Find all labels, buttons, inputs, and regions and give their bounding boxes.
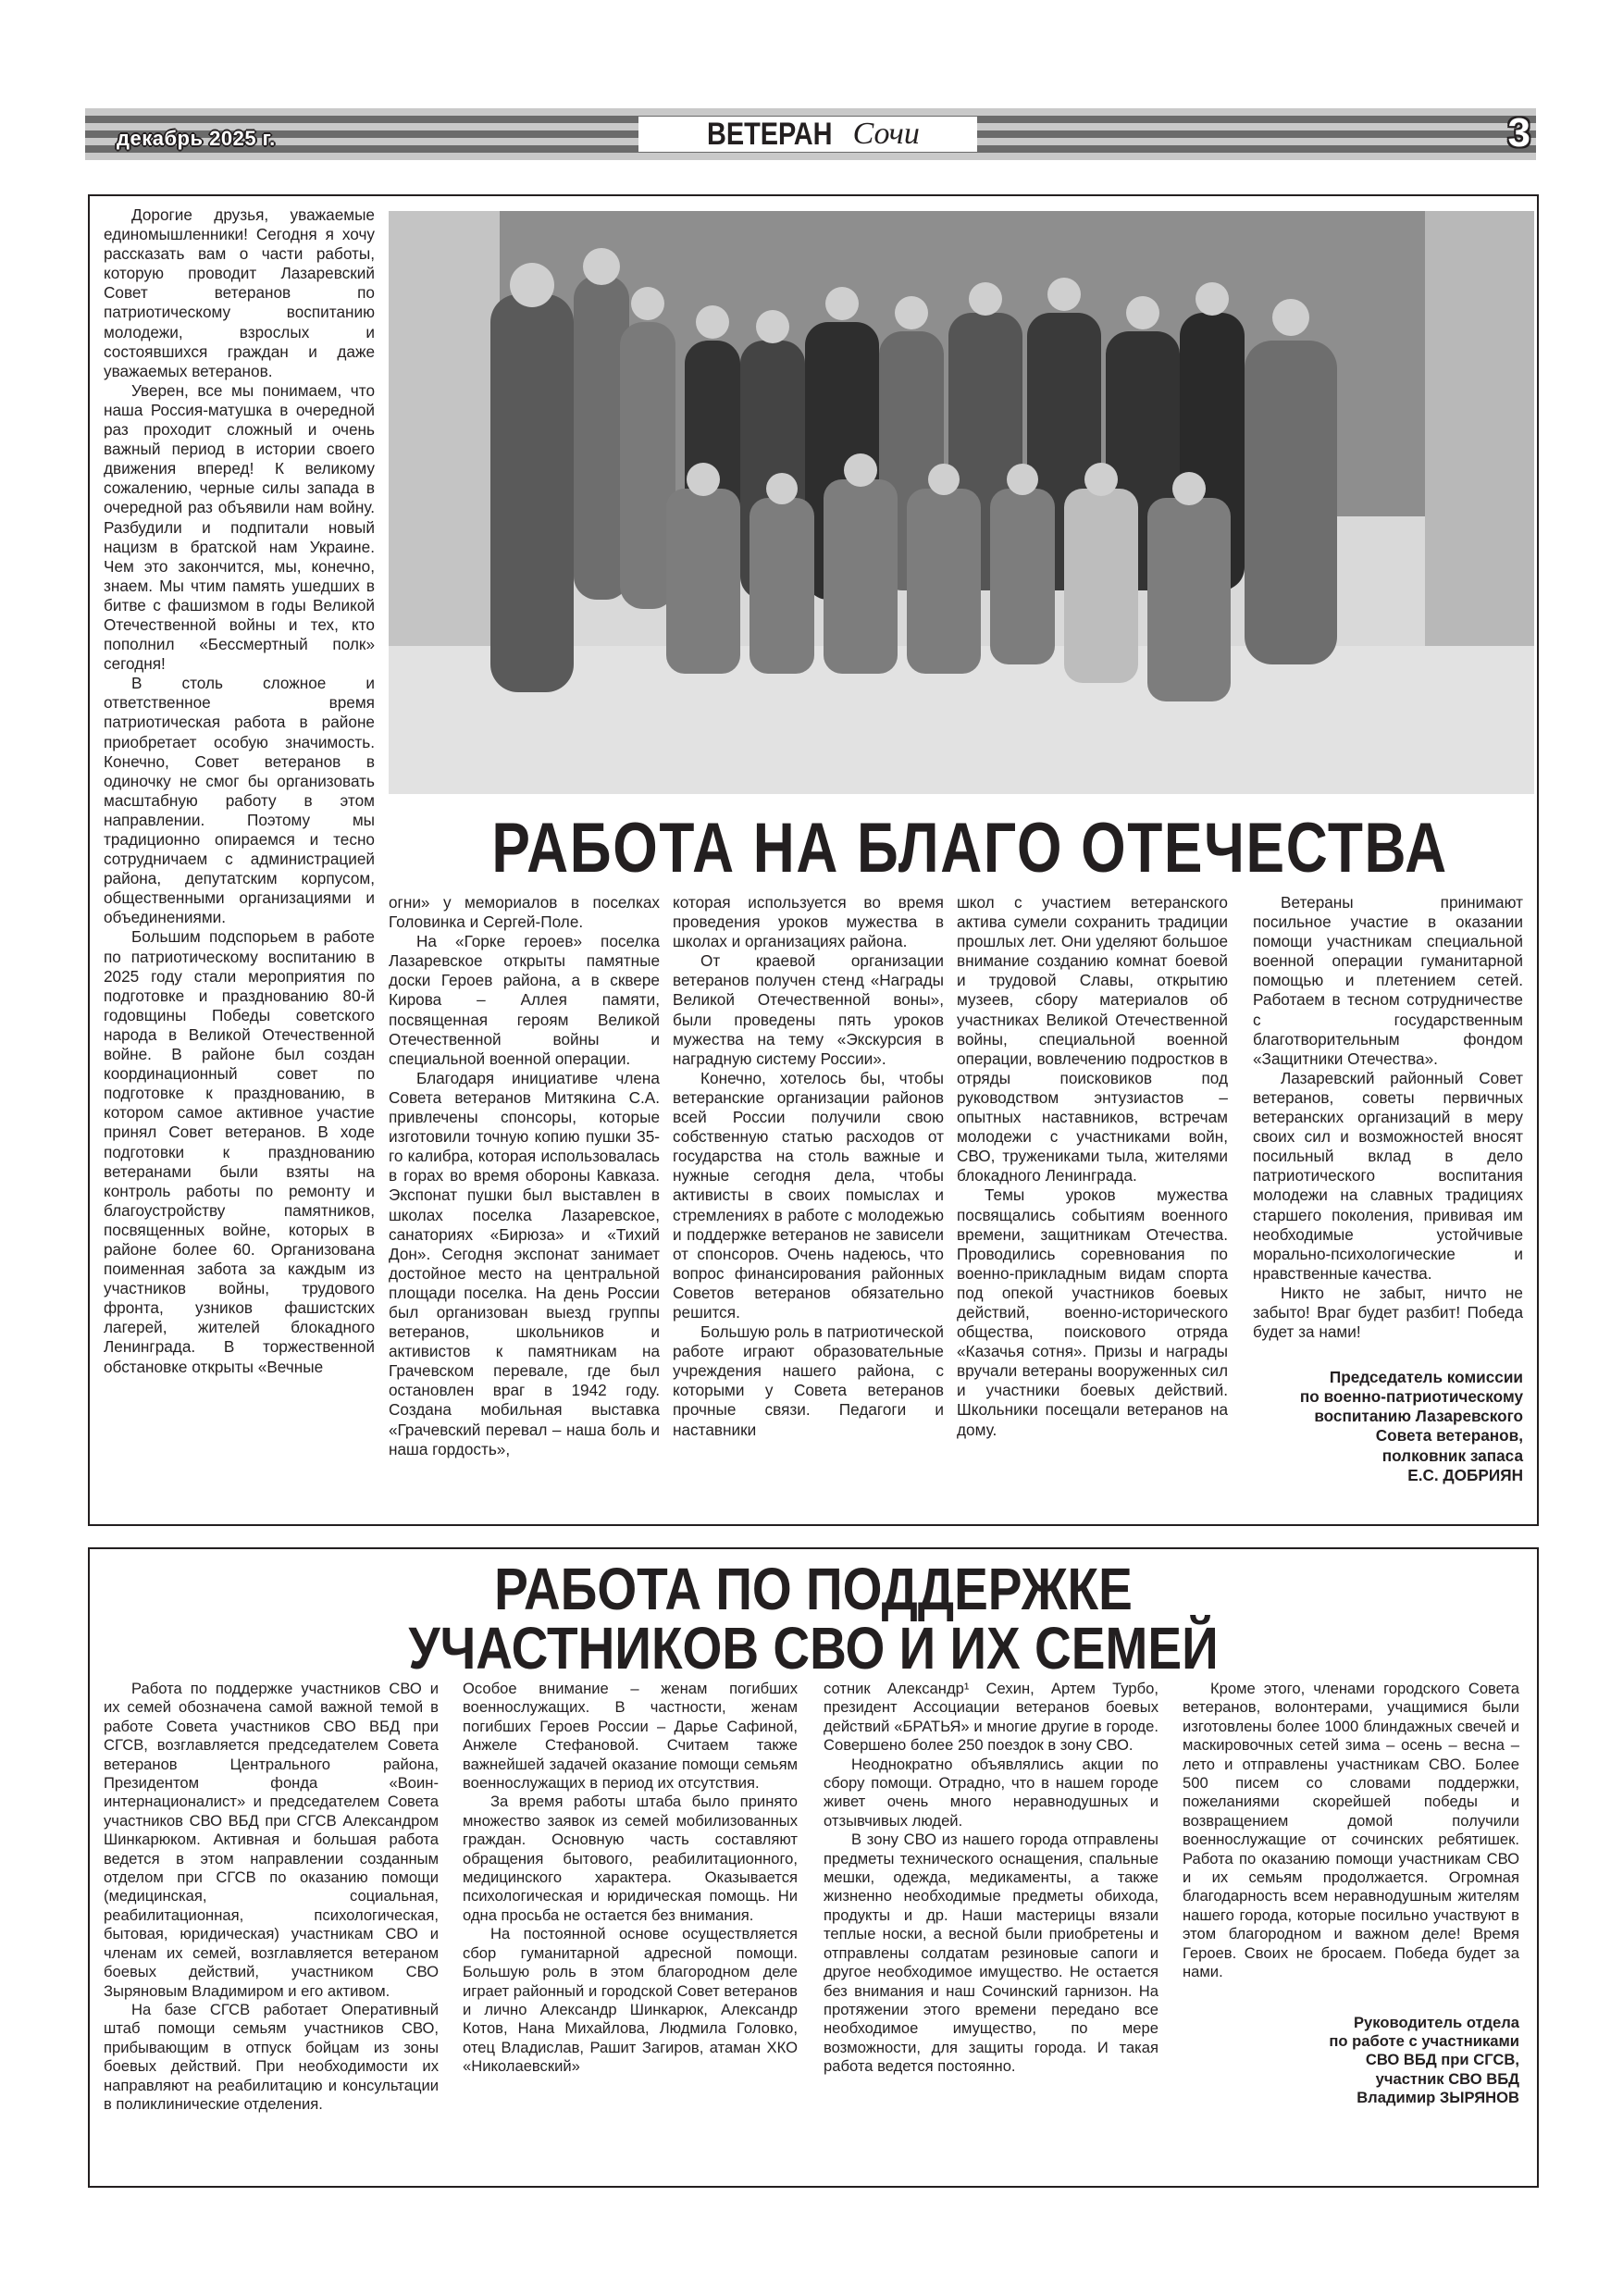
signature-line: Руководитель отдела	[1353, 2013, 1519, 2031]
masthead-city: Сочи	[852, 117, 920, 151]
signature-line: по военно-патриотическому	[1299, 1387, 1523, 1407]
paragraph: От краевой организации ветеранов получен стенд «Награды Великой Отечественной воны», были проведены пять уроков мужества на тему «Экскурсия в наградную систему России».	[673, 951, 944, 1068]
signature-line: участник СВО ВБД	[1375, 2069, 1519, 2088]
page-header	[85, 108, 1536, 160]
signature-line: Председатель комиссии	[1329, 1368, 1523, 1387]
paragraph: Большую роль в патриотической работе играют образовательные учреждения нашего района, с которыми у Совета ветеранов прочные связи. Педагоги и наставники	[673, 1322, 944, 1439]
paragraph: Ветераны принимают посильное участие в оказании помощи участникам специальной военной операции гуманитарной помощью и плетением сетей. Работаем в тесном сотрудничестве с государственным благотворительным фондом «Защитники Отечества».	[1253, 893, 1523, 1068]
paragraph: В столь сложное и ответственное время патриотическая работа в районе приобретает особую значимость. Конечно, Совет ветеранов в одиночку не смог бы организовать масштабную работу в этом направлении. Поэтому мы традиционно опираемся и тесно сотрудничаем с администрацией района, депутатским корпусом, общественными организациями и объединениями.	[104, 674, 375, 927]
signature-line: СВО ВБД при СГСВ,	[1365, 2051, 1519, 2069]
paragraph: сотник Александр¹ Сехин, Артем Турбо, президент Ассоциации ветеранов боевых действий «БРАТЬЯ» и многие другие в городе. Совершено более 250 поездок в зону СВО.	[824, 1680, 1158, 1755]
paragraph: Темы уроков мужества посвящались событиям военного времени, защитникам Отечества. Проводились соревнования по военно-прикладным видам спорта под опекой участников боевых действий, военно-исторического общества, поискового отряда «Казачья сотня». Призы и награды вручали ветераны вооруженных сил и участники боевых действий. Школьники посещали ветеранов на дому.	[957, 1185, 1228, 1439]
signature-line: полковник запаса	[1381, 1446, 1523, 1465]
paragraph: школ с участием ветеранского актива сумели сохранить традиции прошлых лет. Они уделяют большое внимание созданию комнат боевой и трудовой Славы, открытию музеев, сбору материалов об участниках Великой Отечественной войны, специальной военной операции, вовлечению подростков в отряды поисковиков под руководством энтузиастов – опытных наставников, встречам молодежи с участниками войн, СВО, тружениками тыла, жителями блокадного Ленинграда.	[957, 893, 1228, 1185]
article2-column-1	[104, 1680, 439, 2114]
article1-column-5	[1253, 893, 1523, 1485]
paragraph: Уверен, все мы понимаем, что наша Россия-матушка в очередной раз проходит сложный и очень важный период в истории своего движения вперед! К великому сожалению, черные силы запада в очередной раз объявили нам войну. Разбудили и подпитали новый нацизм в братской нам Украине. Чем это закончится, мы, конечно, знаем. Мы чтим память ушедших в битве с фашизмом в годы Великой Отечественной войны и тех, кто пополнил «Бессмертный полк» сегодня!	[104, 380, 375, 674]
signature-line: воспитанию Лазаревского	[1314, 1407, 1523, 1426]
headline-line: РАБОТА ПО ПОДДЕРЖКЕ	[494, 1556, 1133, 1622]
group-photo	[389, 211, 1534, 794]
article1-column-4	[957, 893, 1228, 1440]
article1-column-1	[104, 205, 375, 1377]
signature-line: по работе с участниками	[1329, 2031, 1519, 2050]
signature-line: Совета ветеранов,	[1375, 1426, 1523, 1446]
paragraph: Особое внимание – женам погибших военнослужащих. В частности, женам погибших Героев России – Дарье Сафиной, Анжеле Стефановой. Считаем также важнейшей задачей оказание помощи семьям военнослужащих в период их отсутствия.	[463, 1680, 798, 1793]
article2-headline	[191, 1556, 1435, 1682]
paragraph: Неоднократно объявлялись акции по сбору помощи. Отрадно, что в нашем городе живет очень много неравнодушных и отзывчивых людей.	[824, 1755, 1158, 1830]
paragraph: Кроме этого, членами городского Совета ветеранов, волонтерами, учащимися были изготовлены более 1000 блиндажных свечей и маскировочных сетей зима – осень – весна – лето и отправлены участникам СВО. Более 500 писем со словами поддержки, пожеланиями скорейшей победы и возвращением домой получили военнослужащие от сочинских ребятишек. Работа по оказанию помощи участникам СВО и их семьям продолжается. Огромная благодарность всем неравнодушным жителям нашего города, которые посильно участвуют в этом благородном и важном деле! Время Героев. Своих не бросаем. Победа будет за нами.	[1183, 1680, 1519, 1981]
page-number: 3	[1507, 110, 1530, 155]
masthead-title: ВЕТЕРАН	[707, 116, 833, 152]
masthead	[638, 117, 977, 152]
paragraph: На базе СГСВ работает Оперативный штаб помощи семьям участников СВО, прибывающим в отпуск бойцам из зоны боевых действий. При необходимости их направляют на реабилитацию и консультации в поликлинические отделения.	[104, 2000, 439, 2113]
paragraph: Конечно, хотелось бы, чтобы ветеранские организации районов всей России получили свою собственную статью расходов от государства на столь важные и нужные сегодня дела, чтобы активисты в своих помыслах и стремлениях в работе с молодежью и поддержке ветеранов не зависели от спонсоров. Очень надеюсь, что вопрос финансирования районных Советов ветеранов обязательно решится.	[673, 1068, 944, 1322]
paragraph: На «Горке героев» поселка Лазаревское открыты памятные доски Героев района, а в сквере Кирова – Аллея памяти, посвященная героям Великой Отечественной войны и специальной военной операции.	[389, 932, 660, 1068]
article2-column-4	[1183, 1680, 1519, 2108]
paragraph: огни» у мемориалов в поселках Головинка и Сергей-Поле.	[389, 893, 660, 932]
paragraph: которая используется во время проведения уроков мужества в школах и организациях района.	[673, 893, 944, 951]
signature-line: Владимир ЗЫРЯНОВ	[1357, 2089, 1519, 2107]
article1-headline: РАБОТА НА БЛАГО ОТЕЧЕСТВА	[491, 809, 1448, 887]
author-signature	[1183, 2014, 1519, 2108]
ribbon-stripe	[85, 153, 1536, 160]
ribbon-stripe	[85, 108, 1536, 116]
article2-column-3	[824, 1680, 1158, 2077]
headline-line: УЧАСТНИКОВ СВО И ИХ СЕМЕЙ	[408, 1615, 1219, 1682]
issue-date: декабрь 2025 г.	[117, 127, 276, 150]
paragraph: Благодаря инициативе члена Совета ветеранов Митякина С.А. привлечены спонсоры, которые изготовили точную копию пушки 35-го калибра, которая использовалась в горах во время обороны Кавказа. Экспонат пушки был выставлен в школах поселка Лазаревское, санаториях «Бирюза» и «Тихий Дон». Сегодня экспонат занимает достойное место на центральной площади поселка. На день России был организован выезд группы ветеранов, школьников и активистов к памятникам на Грачевском перевале, где был остановлен враг в 1942 году. Создана мобильная выставка «Грачевский перевал – наша боль и наша гордость»,	[389, 1068, 660, 1458]
paragraph: Лазаревский районный Совет ветеранов, советы первичных ветеранских организаций в меру своих сил и возможностей вносят посильный вклад в дело патриотического воспитания молодежи на славных традициях старшего поколения, прививая им необходимые устойчивые морально-психологические и нравственные качества.	[1253, 1068, 1523, 1283]
article1-column-2	[389, 893, 660, 1459]
paragraph: Большим подспорьем в работе по патриотическому воспитанию в 2025 году стали мероприятия по подготовке и празднованию 80-й годовщины Победы советского народа в Великой Отечественной войне. В районе был создан координационный совет по подготовке к празднованию, в котором самое активное участие принял Совет ветеранов. В ходе подготовки к празднованию ветеранами были взяты на контроль работы по ремонту и благоустройству памятников, посвященных войне, которых в районе более 60. Организована поименная забота за каждым из участников войны, трудового фронта, узников фашистских лагерей, жителей блокадного Ленинграда. В торжественной обстановке открыты «Вечные	[104, 927, 375, 1376]
paragraph: Работа по поддержке участников СВО и их семей обозначена самой важной темой в работе Совета участников СВО ВБД при СГСВ, возглавляется председателем Совета ветеранов Центрального района, Президентом фонда «Воин-интернационалист» и председателем Совета участников СВО ВБД при СГСВ Александром Шинкарюком. Активная и большая работа ведется в этом направлении созданным отделом при СГСВ по оказанию помощи (медицинская, социальная, реабилитационная, психологическая, бытовая, юридическая) участникам СВО и членам их семей, возглавляется ветераном боевых действий, участником СВО Зыряновым Владимиром и его активом.	[104, 1680, 439, 2000]
group-photo-image	[389, 211, 1534, 794]
signature-line: Е.С. ДОБРИЯН	[1407, 1465, 1523, 1484]
paragraph: За время работы штаба было принято множество заявок из семей мобилизованных граждан. Основную часть составляют обращения бытового, реабилитационного, медицинского характера. Оказывается психологическая и юридическая помощь. Ни одна просьба не остается без внимания.	[463, 1793, 798, 1924]
paragraph: В зону СВО из нашего города отправлены предметы технического оснащения, спальные мешки, одежда, медикаменты, а также жизненно необходимые предметы обихода, продукты и др. Наши мастерицы вязали теплые носки, а весной были приобретены и отправлены солдатам резиновые сапоги и другое необходимое имущество. Не остается без внимания и наш Сочинский гарнизон. На протяжении этого времени передано все необходимое имущество, по мере возможности, для защиты города. И такая работа ведется постоянно.	[824, 1831, 1158, 2076]
paragraph: Никто не забыт, ничто не забыто! Враг будет разбит! Победа будет за нами!	[1253, 1283, 1523, 1342]
article1-column-3	[673, 893, 944, 1440]
article2-column-2	[463, 1680, 798, 2077]
paragraph: На постоянной основе осуществляется сбор гуманитарной адресной помощи. Большую роль в этом благородном деле играет районный и городской Совет ветеранов и лично Александр Шинкарюк, Александр Котов, Нана Михайлова, Людмила Головко, отец Владислав, Рашит Загиров, атаман ХКО «Николаевский»	[463, 1925, 798, 2076]
author-signature	[1253, 1368, 1523, 1485]
paragraph: Дорогие друзья, уважаемые единомышленники! Сегодня я хочу рассказать вам о части работы, которую проводит Лазаревский Совет ветеранов по патриотическому воспитанию молодежи, взрослых и состоявшихся граждан и даже уважаемых ветеранов.	[104, 205, 375, 380]
